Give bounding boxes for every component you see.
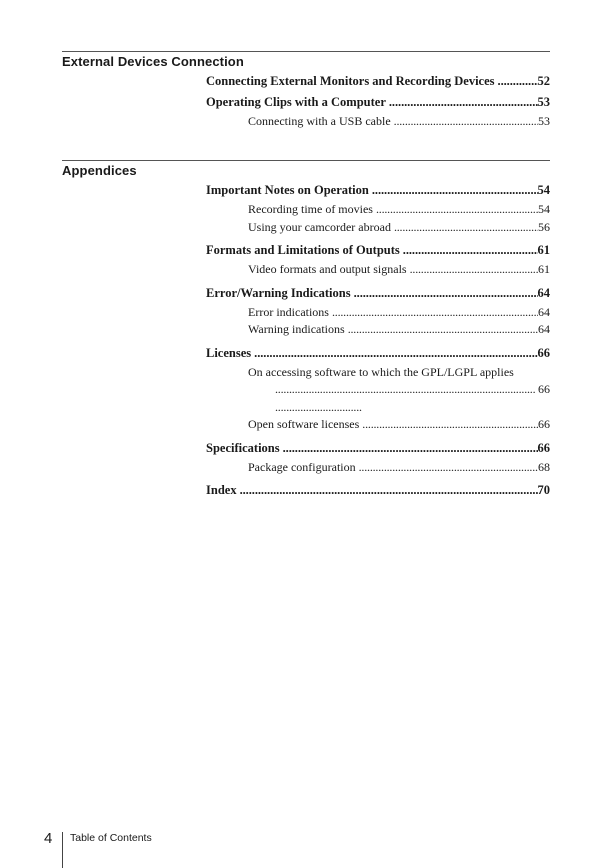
- leader-dots: [272, 381, 538, 416]
- toc-entry-page: 66: [537, 345, 550, 360]
- leader-dots: [280, 438, 538, 459]
- leader-dots: [356, 459, 538, 477]
- toc-entry-title: Operating Clips with a Computer: [206, 95, 386, 109]
- toc-entry-page: 53: [538, 114, 550, 128]
- leader-dots: [386, 92, 538, 113]
- toc-entry-title: Important Notes on Operation: [206, 183, 369, 197]
- toc-entry-title: Index: [206, 483, 237, 497]
- toc-entry-page: 64: [537, 285, 550, 300]
- toc-subentry[interactable]: [206, 416, 550, 434]
- leader-dots: [400, 240, 538, 261]
- toc-subentry[interactable]: [206, 113, 550, 131]
- section-external-devices: [62, 51, 550, 69]
- toc-entry-title: Open software licenses: [248, 417, 360, 431]
- page-number: 4: [44, 830, 53, 847]
- toc-entry[interactable]: [206, 240, 550, 261]
- toc-entry-title: Connecting External Monitors and Recording Devices: [206, 74, 495, 88]
- toc-entry-title: Licenses: [206, 345, 252, 360]
- toc-entry-page: 66: [538, 382, 550, 396]
- toc-entry-page: 61: [537, 243, 550, 257]
- section-title: Appendices: [62, 163, 137, 178]
- toc-entry-page: 66: [537, 440, 550, 455]
- footer-divider: [62, 832, 63, 868]
- toc-subentry[interactable]: [206, 364, 550, 417]
- toc-entry-title: Formats and Limitations of Outputs: [206, 243, 400, 257]
- toc-entry-page: 70: [537, 483, 550, 497]
- toc-entry[interactable]: [206, 480, 550, 501]
- toc-subentry[interactable]: [206, 321, 550, 339]
- toc-entry[interactable]: [206, 343, 550, 364]
- toc-entry-page: 68: [538, 459, 550, 474]
- section-appendices: [62, 160, 550, 178]
- toc-entry-page: 64: [538, 304, 550, 319]
- leader-dots: [359, 416, 538, 434]
- toc-entry[interactable]: [206, 180, 550, 201]
- toc-entry[interactable]: [206, 438, 550, 459]
- toc-entry-title: Connecting with a USB cable: [248, 114, 391, 128]
- toc-entry-page: 54: [538, 202, 550, 216]
- leader-dots: [407, 261, 538, 279]
- leader-dots: [329, 304, 538, 322]
- toc-subentry[interactable]: [206, 304, 550, 322]
- toc-entry-title: Error/Warning Indications: [206, 285, 351, 300]
- toc-subentry[interactable]: [206, 219, 550, 237]
- section-title: External Devices Connection: [62, 54, 244, 69]
- toc-entry-title: Package configuration: [248, 459, 356, 474]
- toc-list-external-devices: [206, 71, 550, 131]
- toc-entry-title: Specifications: [206, 440, 280, 455]
- toc-entry-page: 53: [537, 95, 550, 109]
- toc-entry-title: Video formats and output signals: [248, 262, 407, 276]
- toc-list-appendices: [206, 180, 550, 501]
- toc-entry-title: Recording time of movies: [248, 202, 373, 216]
- toc-entry-page: 61: [538, 262, 550, 276]
- toc-entry[interactable]: [206, 92, 550, 113]
- toc-entry-title: Using your camcorder abroad: [248, 219, 391, 234]
- leader-dots: [345, 321, 538, 339]
- toc-subentry[interactable]: [206, 201, 550, 219]
- toc-subentry[interactable]: [206, 459, 550, 477]
- leader-dots: [251, 343, 537, 364]
- toc-entry-title: Error indications: [248, 304, 329, 319]
- toc-entry-page: 66: [538, 417, 550, 431]
- footer-label: Table of Contents: [70, 832, 152, 844]
- toc-entry[interactable]: [206, 71, 550, 92]
- toc-entry-title: Warning indications: [248, 322, 345, 336]
- leader-dots: [369, 180, 538, 201]
- toc-entry[interactable]: [206, 283, 550, 304]
- leader-dots: [351, 283, 538, 304]
- leader-dots: [373, 201, 538, 219]
- leader-dots: [237, 480, 538, 501]
- toc-entry-title: On accessing software to which the GPL/LGPL applies: [248, 364, 514, 379]
- toc-entry-page: 56: [538, 219, 550, 234]
- leader-dots: [391, 219, 538, 237]
- toc-subentry[interactable]: [206, 261, 550, 279]
- leader-dots: [495, 71, 538, 92]
- toc-entry-page: 52: [537, 74, 550, 88]
- toc-entry-page: 54: [537, 183, 550, 197]
- leader-dots: [391, 113, 538, 131]
- toc-entry-page: 64: [538, 322, 550, 336]
